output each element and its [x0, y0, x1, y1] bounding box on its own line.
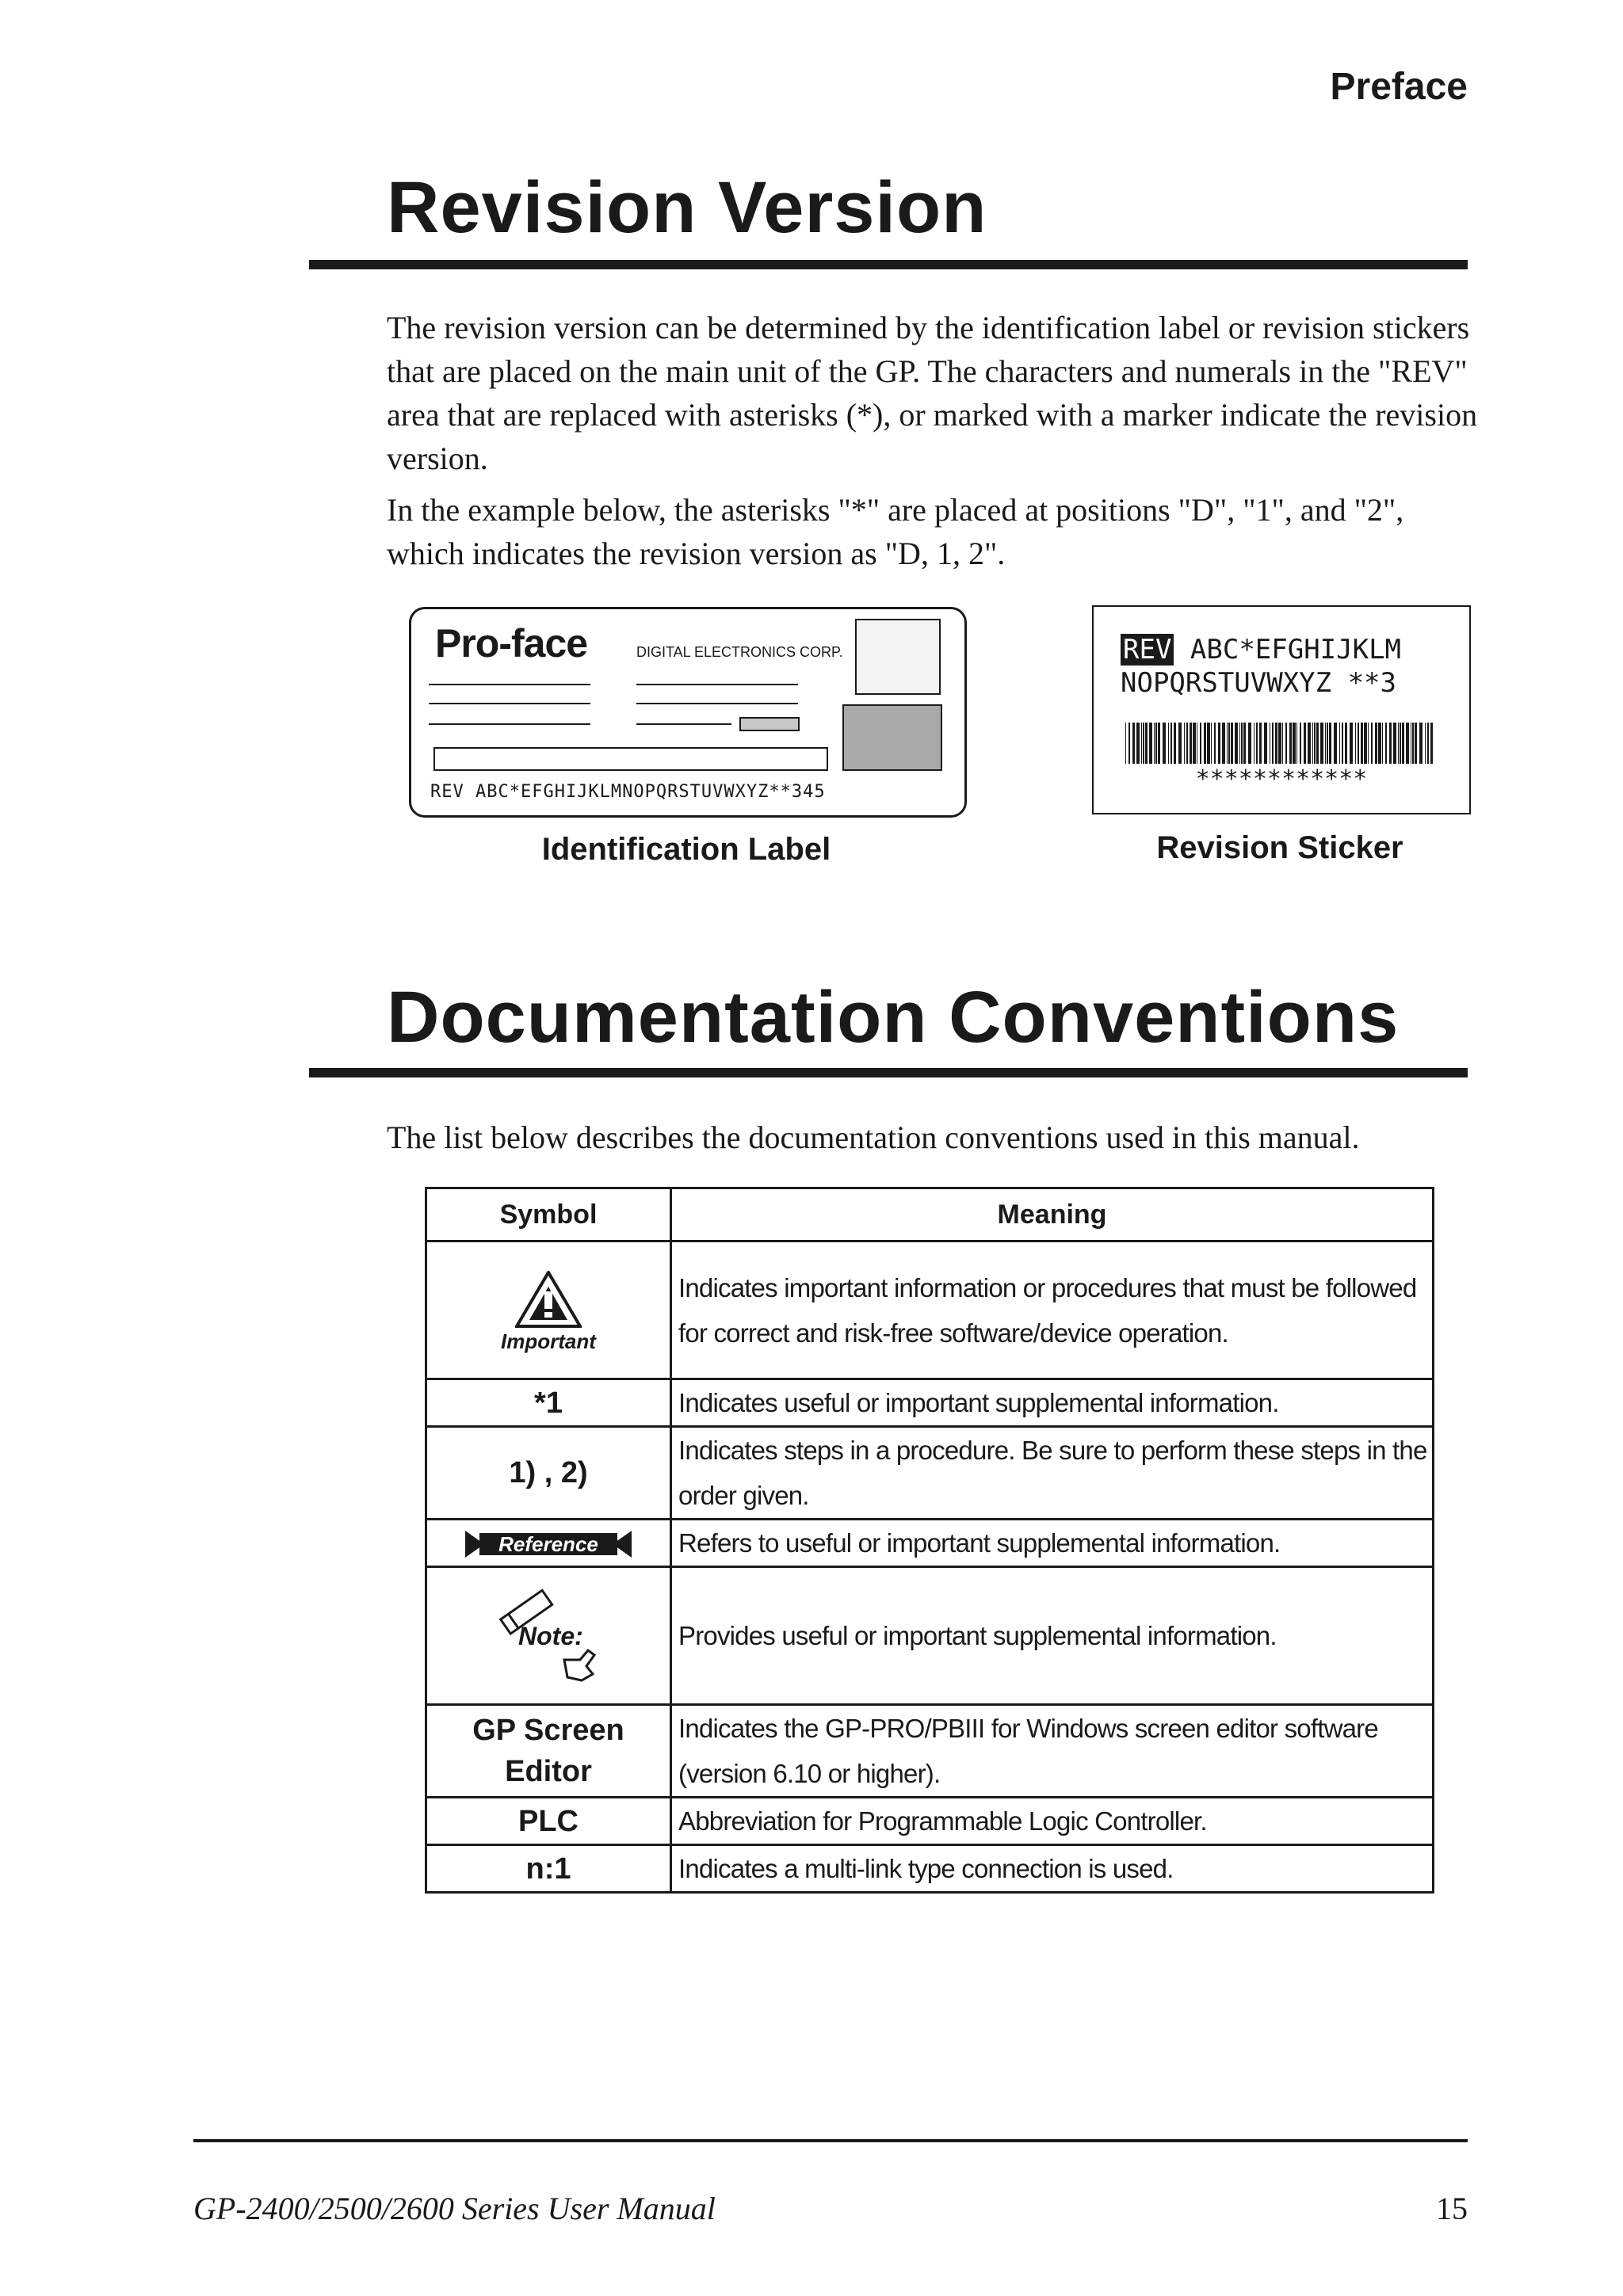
revision-paragraph-1: The revision version can be determined by the identification label or revision stickers that are placed on the main unit of the GP. The characters and numerals in the "REV" area that are replaced with asterisks (*), or marked with a marker indicate the revision version. [387, 310, 1478, 476]
reference-symbol-label: Reference [498, 1532, 598, 1557]
label-line [636, 684, 798, 685]
table-row [426, 1798, 1434, 1845]
footer-rule [193, 2139, 1468, 2142]
label-dark-box [842, 704, 942, 771]
rev-badge: REV [1121, 634, 1174, 666]
footnote-symbol: *1 [426, 1379, 671, 1427]
label-line [429, 684, 590, 685]
table-row [426, 1379, 1434, 1427]
table-row [426, 1520, 1434, 1567]
note-icon [485, 1581, 612, 1691]
note-symbol-cell [426, 1567, 671, 1705]
table-row [426, 1705, 1434, 1798]
conventions-title: Documentation Conventions [387, 977, 1400, 1058]
table-row [426, 1845, 1434, 1893]
label-small-box [739, 717, 800, 731]
conventions-title-rule [309, 1068, 1468, 1077]
sticker-caption: Revision Sticker [1156, 830, 1403, 865]
revision-paragraph-2: In the example below, the asterisks "*" are placed at positions "D", "1", and "2", which indicates the revision version as "D, 1, 2". [387, 492, 1404, 571]
steps-symbol: 1) , 2) [426, 1427, 671, 1520]
symbol-header: Symbol [426, 1188, 671, 1241]
footnote-meaning: Indicates useful or important supplemental information. [671, 1379, 1434, 1427]
sticker-line-2: NOPQRSTUVWXYZ **3 [1121, 667, 1396, 699]
important-icon [515, 1271, 582, 1329]
note-meaning: Provides useful or important supplemental information. [671, 1567, 1434, 1705]
label-light-box [855, 619, 941, 695]
table-row [426, 1567, 1434, 1705]
identification-label [409, 607, 967, 818]
revision-sticker [1092, 605, 1471, 814]
table-header-row [426, 1188, 1434, 1241]
screen-editor-meaning: Indicates the GP-PRO/PBIII for Windows screen editor software (version 6.10 or higher). [671, 1705, 1434, 1798]
barcode-icon [1125, 723, 1433, 764]
label-line [636, 703, 798, 704]
label-line [429, 703, 590, 704]
plc-meaning: Abbreviation for Programmable Logic Controller. [671, 1798, 1434, 1845]
sticker-line-1-text: ABC*EFGHIJKLM [1190, 634, 1402, 666]
screen-editor-symbol: GP Screen Editor [426, 1705, 671, 1798]
conventions-intro: The list below describes the documentation conventions used in this manual. [387, 1119, 1360, 1155]
revision-title-rule [309, 260, 1468, 269]
sticker-stars: ************ [1195, 765, 1368, 793]
table-row [426, 1241, 1434, 1379]
brand-logo: Pro-face [435, 621, 588, 666]
footer-manual-title: GP-2400/2500/2600 Series User Manual [193, 2191, 716, 2226]
id-rev-text: REV ABC*EFGHIJKLMNOPQRSTUVWXYZ**345 [430, 782, 826, 802]
corp-name: DIGITAL ELECTRONICS CORP. [636, 644, 843, 660]
header-section-label: Preface [1330, 66, 1468, 108]
important-meaning: Indicates important information or procedures that must be followed for correct and risk-free software/device operation. [671, 1241, 1434, 1379]
steps-meaning: Indicates steps in a procedure. Be sure to perform these steps in the order given. [671, 1427, 1434, 1520]
id-label-caption: Identification Label [541, 832, 831, 867]
important-symbol-label: Important [501, 1329, 596, 1353]
label-field-box [433, 747, 828, 771]
page-number: 15 [1436, 2191, 1468, 2226]
multilink-symbol: n:1 [426, 1845, 671, 1893]
label-line [429, 723, 590, 725]
reference-symbol-cell [426, 1520, 671, 1567]
sticker-line-1 [1121, 634, 1401, 666]
important-symbol-cell [426, 1241, 671, 1379]
label-line [636, 723, 731, 725]
reference-meaning: Refers to useful or important supplemental information. [671, 1520, 1434, 1567]
revision-title: Revision Version [387, 167, 987, 248]
conventions-table [425, 1187, 1434, 1894]
meaning-header: Meaning [671, 1188, 1434, 1241]
reference-icon [465, 1531, 632, 1558]
table-row [426, 1427, 1434, 1520]
multilink-meaning: Indicates a multi-link type connection is used. [671, 1845, 1434, 1893]
plc-symbol: PLC [426, 1798, 671, 1845]
note-symbol-label: Note: [518, 1621, 583, 1650]
